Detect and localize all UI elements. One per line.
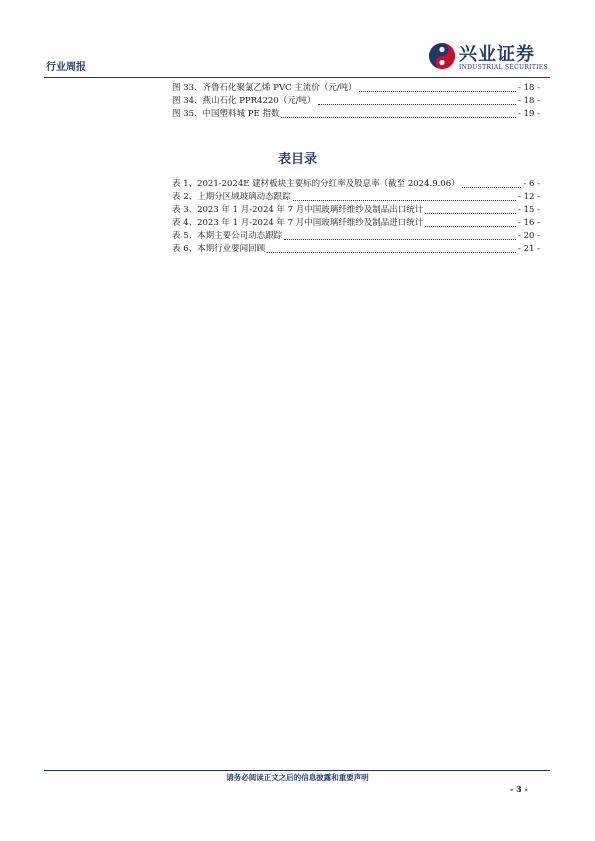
logo-emblem-icon [428,42,456,70]
toc-entry-label: 图 34、燕山石化 PPR4220（元/吨） [172,96,316,106]
dot-leader [462,187,522,188]
figure-list-item[interactable] [172,95,540,107]
figure-list-item[interactable] [172,108,540,120]
dot-leader [281,117,516,118]
toc-entry-page: - 6 - [523,179,540,189]
table-list-item[interactable] [172,217,540,229]
table-list-item[interactable] [172,230,540,242]
dot-leader [425,213,516,214]
table-list-item[interactable] [172,178,540,190]
toc-entry-label: 图 33、齐鲁石化聚氯乙烯 PVC 主流价（元/吨） [172,83,357,93]
toc-entry-page: - 19 - [518,109,540,119]
footer-divider [44,770,550,771]
dot-leader [284,239,516,240]
toc-entry-page: - 18 - [518,96,540,106]
toc-entry-label: 表 5、本期主要公司动态跟踪 [172,231,283,241]
dot-leader [425,226,516,227]
toc-entry-label: 表 1、2021-2024E 建材板块主要标的分红率及股息率（截至 2024.9.06） [172,179,460,189]
toc-entry-page: - 18 - [518,83,540,93]
dot-leader [293,200,516,201]
table-list-title: 表目录 [277,152,317,167]
table-list-item[interactable] [172,243,540,255]
page-number: - 3 - [510,784,528,794]
report-type-label: 行业周报 [46,62,86,73]
toc-entry-label: 图 35、中国塑料城 PE 指数 [172,109,280,119]
company-logo [428,40,548,76]
toc-entry-page: - 16 - [518,218,540,228]
dot-leader [359,91,516,92]
disclaimer-notice: 请务必阅读正文之后的信息披露和重要声明 [226,773,369,782]
dot-leader [267,252,516,253]
toc-entry-label: 表 4、2023 年 1 月-2024 年 7 月中国玻璃纤维纱及制品进口统计 [172,218,424,228]
header-divider [44,77,550,78]
toc-entry-label: 表 2、上期分区域玻璃动态跟踪 [172,192,291,202]
toc-entry-page: - 15 - [518,205,540,215]
toc-entry-label: 表 6、本期行业要闻回顾 [172,244,266,254]
toc-entry-page: - 21 - [518,244,540,254]
toc-entry-label: 表 3、2023 年 1 月-2024 年 7 月中国玻璃纤维纱及制品出口统计 [172,205,424,215]
table-list-item[interactable] [172,204,540,216]
toc-entry-page: - 12 - [518,192,540,202]
figure-list-item[interactable] [172,82,540,94]
toc-entry-page: - 20 - [518,231,540,241]
table-list-item[interactable] [172,191,540,203]
dot-leader [318,104,516,105]
logo-english-name: INDUSTRIAL SECURITIES [459,64,548,71]
logo-chinese-name: 兴业证券 [459,44,535,65]
